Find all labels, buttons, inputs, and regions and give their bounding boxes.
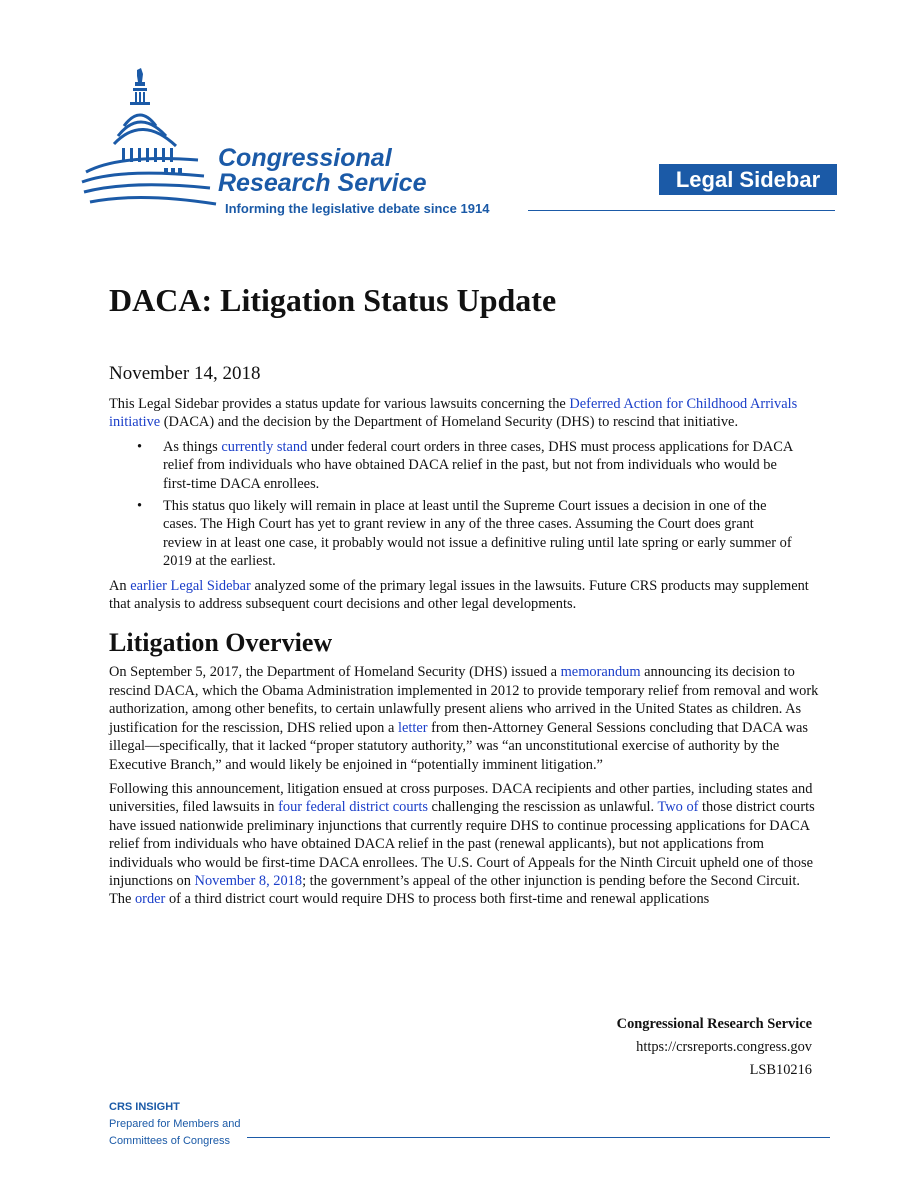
report-date: November 14, 2018 [109, 363, 261, 384]
crs-insight-block [109, 1099, 240, 1150]
section-heading-litigation-overview: Litigation Overview [109, 628, 333, 658]
para2-text-4: ; the government’s appeal of the other injunction is pending before the Second Circuit. The [109, 872, 801, 908]
link-earlier-legal-sidebar[interactable]: earlier Legal Sidebar [130, 577, 251, 594]
crs-wordmark-line1: Congressional [218, 144, 392, 172]
crs-wordmark-line2: Research Service [218, 169, 427, 197]
after-bullets-paragraph [109, 577, 819, 614]
para2-text-2: challenging the rescission as unlawful. [427, 799, 658, 816]
bullet-icon: • [137, 498, 143, 515]
header-divider [528, 210, 835, 211]
para1-text-3: from then-Attorney General Sessions concluding that DACA was illegal—specifically, that it lacked “proper statutory authority,” was “an unconstitutional exercise of authority by the Executive Branch,” and would likely be enjoined in “potentially imminent litigation.” [109, 719, 808, 773]
link-daca-initiative[interactable]: Deferred Action for Childhood Arrivals initiative [109, 396, 798, 431]
para1-text-2: announcing its decision to rescind DACA, which the Obama Administration implemented in 2012 to provide temporary relief from removal and work authorization, among other benefits, to certain unlawfully present aliens who arrived in the United States as children. As justification for the rescission, DHS relied upon a [109, 664, 819, 736]
footer-info [617, 1013, 812, 1082]
crs-wordmark [218, 146, 518, 196]
para2-text-5: of a third district court would require DHS to process both first-time and renewal applications [165, 891, 710, 908]
link-memorandum[interactable]: memorandum [560, 664, 641, 681]
intro-text-1: This Legal Sidebar provides a status update for various lawsuits concerning the [109, 396, 570, 412]
bullet-icon: • [137, 438, 143, 455]
after-bullets-text-1: An [109, 577, 131, 594]
summary-bullet-list [109, 438, 795, 571]
bullet-1-text-2: under federal court orders in three cases, DHS must process applications for DACA relief from individuals who have obtained DACA relief in the past, but not from individuals who would be first-time DACA enrollees. [163, 438, 793, 492]
summary-bullet-2 [137, 497, 795, 571]
footer-url: https://crsreports.congress.gov [636, 1039, 812, 1055]
crs-tagline: Informing the legislative debate since 1914 [225, 201, 490, 216]
crs-capitol-dome-logo [80, 64, 220, 214]
footer-divider [247, 1137, 830, 1138]
footer-report-id: LSB10216 [749, 1062, 812, 1078]
link-november-8-2018[interactable]: November 8, 2018 [194, 872, 303, 889]
bullet-2-text: This status quo likely will remain in place at least until the Supreme Court issues a decision in one of the cases. The High Court has yet to grant review in any of the three cases. Assuming the Court does grant review in at least one case, it probably would not issue a definitive ruling until late spring or early summer of 2019 at the earliest. [163, 498, 792, 570]
page-title: DACA: Litigation Status Update [109, 282, 557, 318]
link-two-of[interactable]: Two of [657, 799, 699, 816]
after-bullets-text-2: analyzed some of the primary legal issues in the lawsuits. Future CRS products may supplement that analysis to address subsequent court decisions and other legal developments. [109, 577, 809, 613]
crs-insight-line2: Committees of Congress [109, 1135, 231, 1147]
link-four-federal-district-courts[interactable]: four federal district courts [278, 799, 428, 816]
legal-sidebar-badge: Legal Sidebar [659, 164, 837, 195]
link-currently-stand[interactable]: currently stand [221, 438, 308, 455]
overview-paragraph-1 [109, 663, 819, 773]
para2-text-3: those district courts have issued nationwide preliminary injunctions that currently require DHS to continue processing applications for DACA relief from individuals who have obtained DACA relief in the past (renewal applicants), but not applications from individuals who would be first-time DACA enrollees. The U.S. Court of Appeals for the Ninth Circuit upheld one of those injunctions on [109, 799, 815, 889]
overview-paragraph-2 [109, 780, 819, 909]
bullet-1-text-1: As things [163, 438, 222, 455]
document-body [109, 395, 819, 915]
para2-text-1: Following this announcement, litigation ensued at cross purposes. DACA recipients and other parties, including states and universities, filed lawsuits in [109, 780, 813, 816]
crs-insight-label: CRS INSIGHT [109, 1101, 180, 1113]
intro-text-2: (DACA) and the decision by the Department of Homeland Security (DHS) to rescind that initiative. [160, 414, 739, 431]
summary-bullet-1 [137, 438, 795, 493]
crs-insight-line1: Prepared for Members and [109, 1118, 241, 1130]
link-letter[interactable]: letter [397, 719, 428, 736]
para1-text-1: On September 5, 2017, the Department of Homeland Security (DHS) issued a [109, 664, 561, 681]
link-order[interactable]: order [134, 891, 166, 908]
footer-org: Congressional Research Service [616, 1016, 812, 1032]
intro-paragraph [109, 395, 819, 432]
